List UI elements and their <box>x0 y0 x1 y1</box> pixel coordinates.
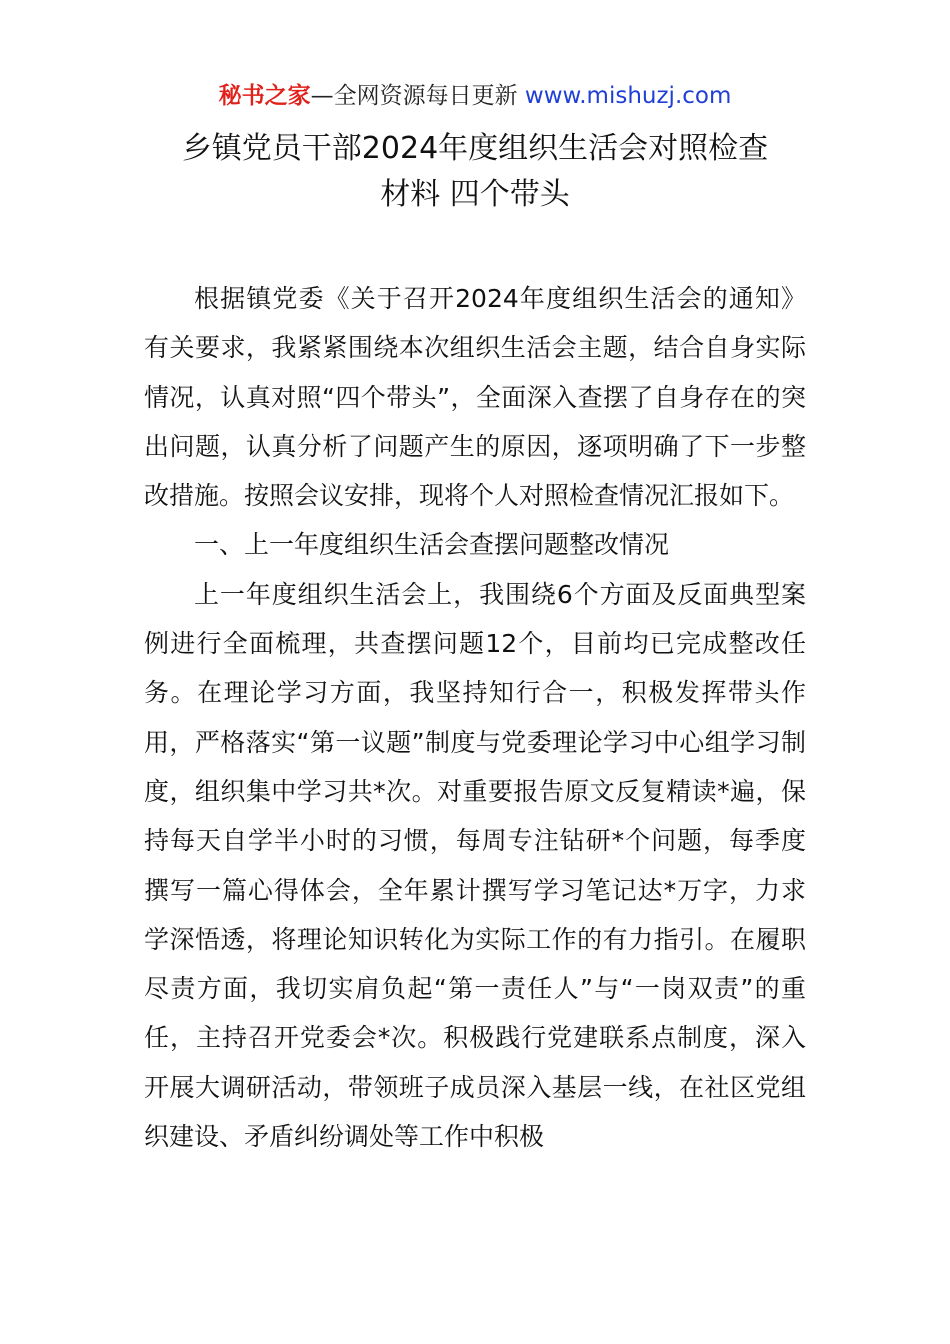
brand-name: 秘书之家 <box>218 83 311 109</box>
intro-paragraph: 根据镇党委《关于召开2024年度组织生活会的通知》有关要求，我紧紧围绕本次组织生活会主题，结合自身实际情况，认真对照“四个带头”，全面深入查摆了自身存在的突出问题，认真分析了问题产生的原因，逐项明确了下一步整改措施。按照会议安排，现将个人对照检查情况汇报如下。 <box>144 284 806 511</box>
document-body <box>144 274 806 1161</box>
title-line-1: 乡镇党员干部2024年度组织生活会对照检查 <box>181 131 769 166</box>
header-slogan: —全网资源每日更新 <box>310 83 525 109</box>
section-heading: 一、上一年度组织生活会查摆问题整改情况 <box>194 530 670 560</box>
body-paragraph: 上一年度组织生活会上，我围绕6个方面及反面典型案例进行全面梳理，共查摆问题12个，目前均已完成整改任务。在理论学习方面，我坚持知行合一，积极发挥带头作用，严格落实“第一议题”制度与党委理论学习中心组学习制度，组织集中学习共*次。对重要报告原文反复精读*遍，保持每天自学半小时的习惯，每周专注钻研*个问题，每季度撰写一篇心得体会，全年累计撰写学习笔记达*万字，力求学深悟透，将理论知识转化为实际工作的有力指引。在履职尽责方面，我切实肩负起“第一责任人”与“一岗双责”的重任，主持召开党委会*次。积极践行党建联系点制度，深入开展大调研活动，带领班子成员深入基层一线，在社区党组织建设、矛盾纠纷调处等工作中积极 <box>144 579 806 1152</box>
site-header <box>0 80 950 112</box>
title-line-2: 材料 四个带头 <box>380 177 570 212</box>
site-url-link[interactable]: www.mishuzj.com <box>524 83 732 109</box>
document-title <box>140 126 810 218</box>
